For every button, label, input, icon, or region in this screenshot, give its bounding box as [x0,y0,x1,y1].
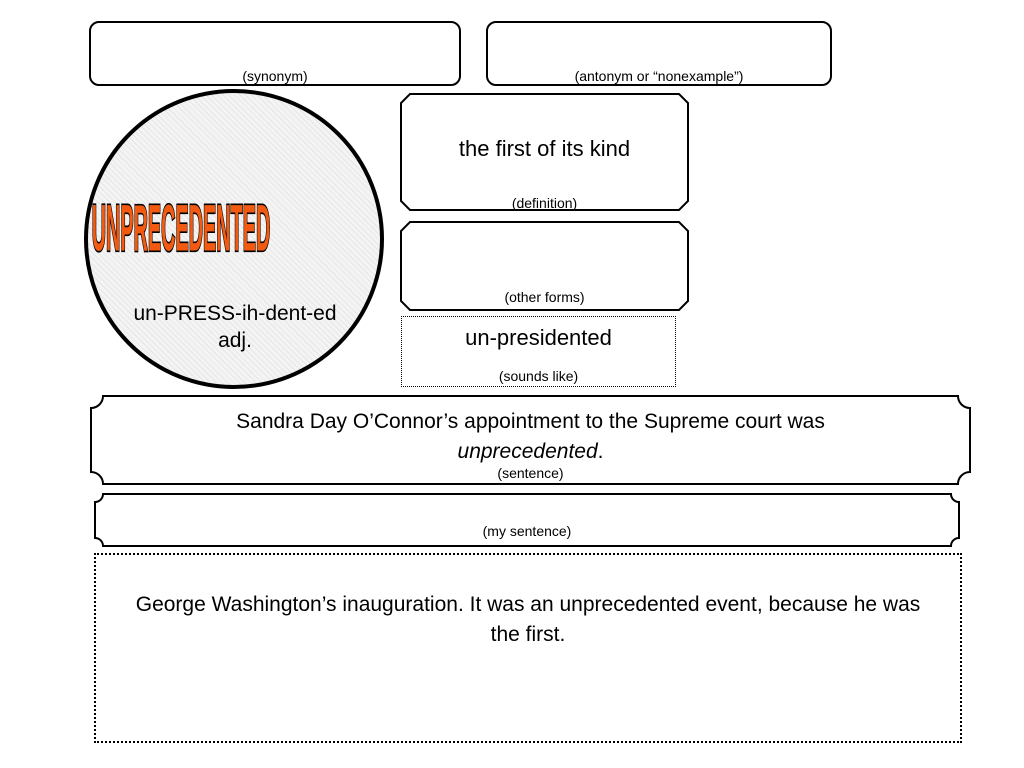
sounds-like-box[interactable] [401,316,676,387]
antonym-label: (antonym or “nonexample”) [574,68,744,84]
definition-box[interactable] [400,93,689,211]
picture-box[interactable] [94,553,962,743]
my-sentence-box[interactable] [93,493,961,547]
vocabulary-word: UNPRECEDENTED [91,192,271,266]
pronunciation: un-PRESS-ih-dent-ed [133,302,337,325]
sentence-text-before: Sandra Day O’Connor’s appointment to the Supreme court was [236,410,825,433]
sentence-label: (sentence) [497,465,564,481]
sentence-text-after: . [597,440,604,463]
sounds-like-value: un-presidented [465,325,612,350]
sentence-emphasis: unprecedented [457,440,598,463]
my-sentence-label: (my sentence) [482,523,572,539]
pronunciation-block [100,300,370,354]
definition-label: (definition) [511,195,578,211]
sentence-box[interactable] [89,395,972,485]
other-forms-box[interactable] [400,221,689,311]
other-forms-label: (other forms) [504,289,585,305]
antonym-box[interactable] [486,21,832,86]
synonym-box[interactable] [89,21,461,86]
part-of-speech: adj. [218,329,252,352]
sounds-like-label: (sounds like) [498,368,579,384]
definition-value: the first of its kind [458,136,631,161]
picture-box-text: George Washington’s inauguration. It was an unprecedented event, because he was the first. [135,593,921,646]
sentence-text [119,407,942,467]
synonym-label: (synonym) [242,68,308,84]
